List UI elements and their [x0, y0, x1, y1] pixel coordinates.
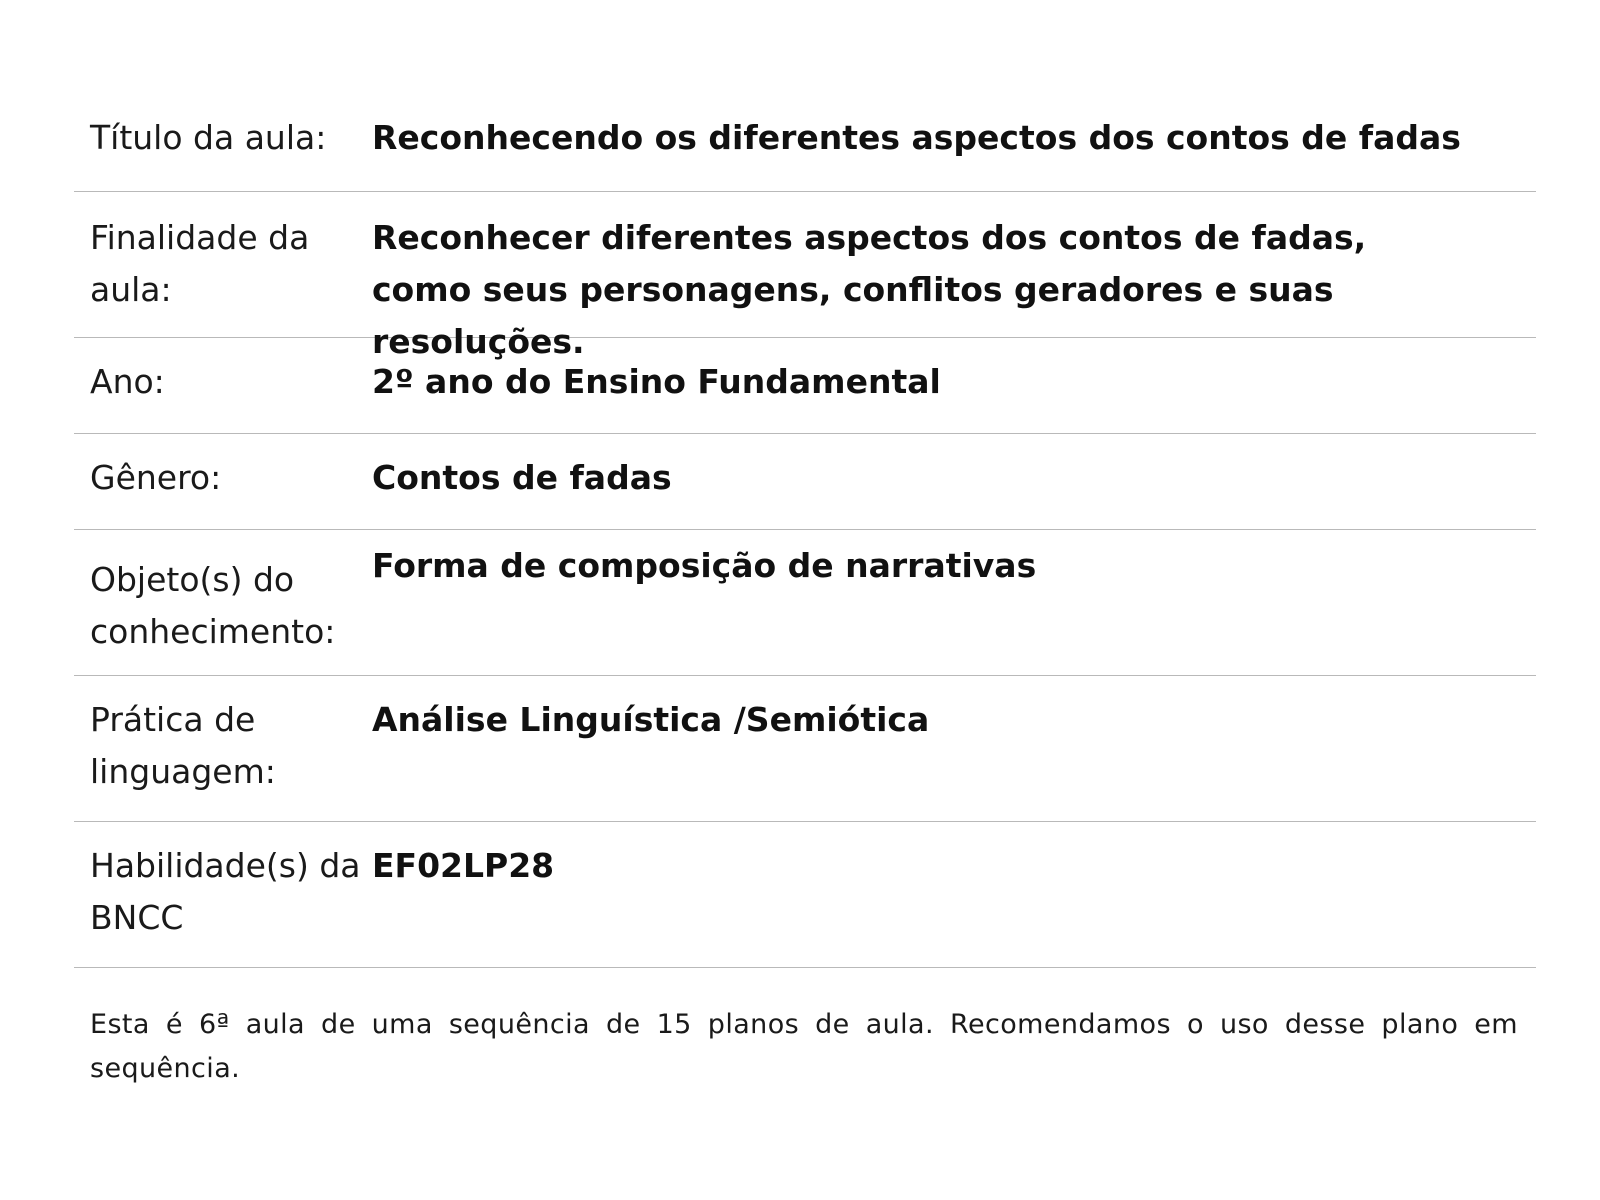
row-objeto [74, 530, 1536, 676]
row-habilidade [74, 822, 1536, 968]
row-label: Ano: [90, 362, 165, 401]
row-genero [74, 434, 1536, 530]
row-label: Finalidade da aula: [90, 218, 310, 309]
row-finalidade [74, 192, 1536, 361]
row-value: Análise Linguística /Semiótica [372, 700, 930, 739]
row-value: EF02LP28 [372, 846, 555, 885]
row-label: Gênero: [90, 458, 222, 497]
row-label: Habilidade(s) da BNCC [90, 846, 361, 937]
row-pratica [74, 676, 1536, 822]
row-titulo [74, 112, 1536, 192]
sequence-note: Esta é 6ª aula de uma sequência de 15 planos de aula. Recomendamos o uso desse plano em sequência. [90, 1009, 1518, 1084]
row-value: Reconhecendo os diferentes aspectos dos contos de fadas [372, 118, 1461, 157]
row-label: Objeto(s) do conhecimento: [90, 560, 336, 651]
row-value: Contos de fadas [372, 458, 672, 497]
row-value: Reconhecer diferentes aspectos dos contos de fadas, como seus personagens, conflitos geradores e suas resoluções. [372, 218, 1367, 361]
row-value: 2º ano do Ensino Fundamental [372, 362, 941, 401]
row-label: Título da aula: [90, 118, 327, 157]
lesson-plan-table [74, 0, 1536, 968]
row-label: Prática de linguagem: [90, 700, 276, 791]
row-value: Forma de composição de narrativas [372, 546, 1037, 585]
